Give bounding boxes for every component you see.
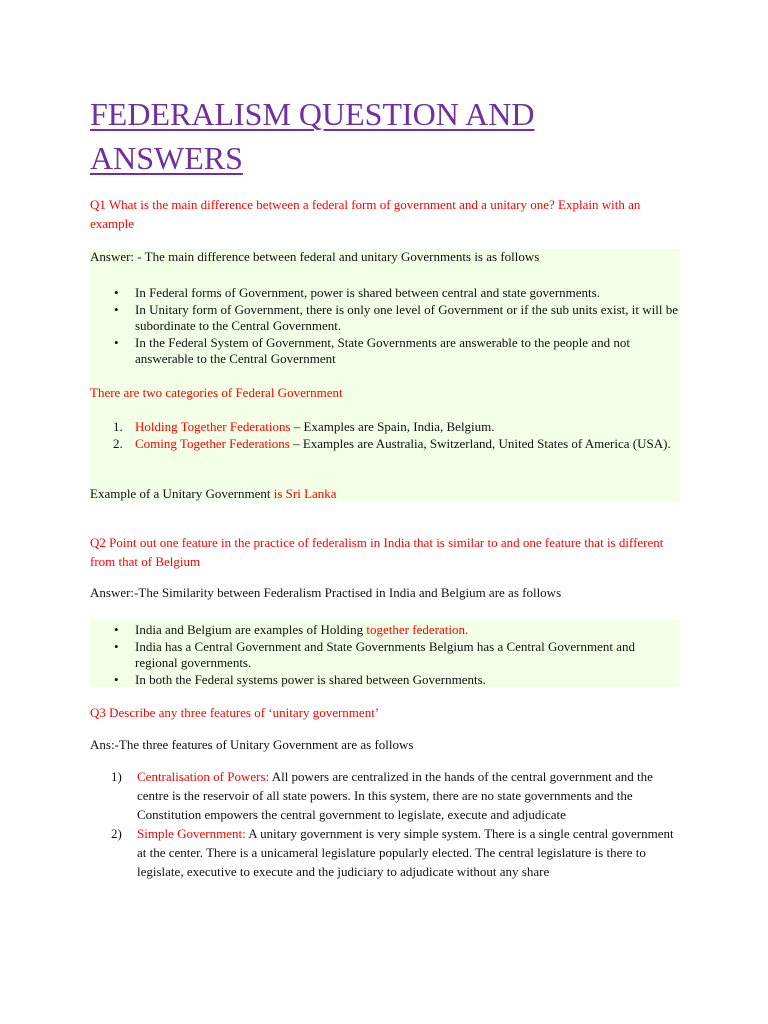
q1-category-1-name: Holding Together Federations	[135, 419, 291, 434]
q3-feature-1-name: Centralisation of Powers:	[137, 769, 270, 784]
q2-bullet-3: • In both the Federal systems power is shared between Governments.	[90, 672, 680, 689]
q1-bullet-2: • In Unitary form of Government, there is only one level of Government or if the sub units exist, it will be subordinate to the Central Government.	[90, 302, 680, 335]
q2-answer-block	[90, 620, 680, 687]
q1-bullet-3: • In the Federal System of Government, State Governments are answerable to the people and not answerable to the Central Government	[90, 335, 680, 368]
q1-answer-block	[90, 249, 680, 501]
q3-answer-intro: Ans:-The three features of Unitary Government are as follows	[90, 737, 414, 752]
title-line-1: FEDERALISM QUESTION AND	[90, 96, 535, 132]
q2-bullet-2: • India has a Central Government and State Governments Belgium has a Central Government and regional governments.	[90, 639, 680, 672]
q1-category-2-name: Coming Together Federations	[135, 435, 290, 451]
q2-question: Q2 Point out one feature in the practice of federalism in India that is similar to and one feature that is different from that of Belgium	[90, 535, 664, 569]
title-line-2: ANSWERS	[90, 140, 243, 176]
page-title	[90, 92, 690, 180]
q2-bullet-1: • India and Belgium are examples of Holding together federation.	[90, 622, 680, 639]
q3-question: Q3 Describe any three features of ‘unitary government’	[90, 705, 380, 720]
q3-feature-list	[90, 767, 680, 881]
q1-unitary-example: Example of a Unitary Government is Sri Lanka	[90, 486, 337, 501]
q2-answer-intro: Answer:-The Similarity between Federalism Practised in India and Belgium are as follows	[90, 585, 562, 600]
q2-bullet-list	[90, 622, 680, 688]
q1-category-1: 1. Holding Together Federations – Examples are Spain, India, Belgium.	[113, 419, 495, 434]
q1-category-list	[90, 419, 680, 452]
q3-feature-2: 2) Simple Government: A unitary government is very simple system. There is a single central government at the center. There is a unicameral legislature popularly elected. The central legislature is there to legislate, executive to execute and the judiciary to adjudicate without any share	[111, 826, 674, 879]
q3-feature-2-name: Simple Government:	[137, 826, 246, 841]
q1-category-2: 2. Coming Together Federations – Examples are Australia, Switzerland, United States of America (USA).	[113, 435, 671, 451]
q1-answer-intro: Answer: - The main difference between federal and unitary Governments is as follows	[90, 249, 540, 264]
q3-feature-1: 1) Centralisation of Powers: All powers are centralized in the hands of the central government and the centre is the reservoir of all state powers. In this system, there are no state governments and the Constitution empowers the central government to legislate, execute and adjudicate	[111, 769, 653, 822]
q1-categories-heading: There are two categories of Federal Government	[90, 385, 343, 400]
q1-question: Q1 What is the main difference between a federal form of government and a unitary one? Explain with an example	[90, 197, 641, 231]
q1-bullet-1: • In Federal forms of Government, power is shared between central and state governments.	[90, 285, 680, 302]
q1-bullet-list	[90, 285, 680, 368]
